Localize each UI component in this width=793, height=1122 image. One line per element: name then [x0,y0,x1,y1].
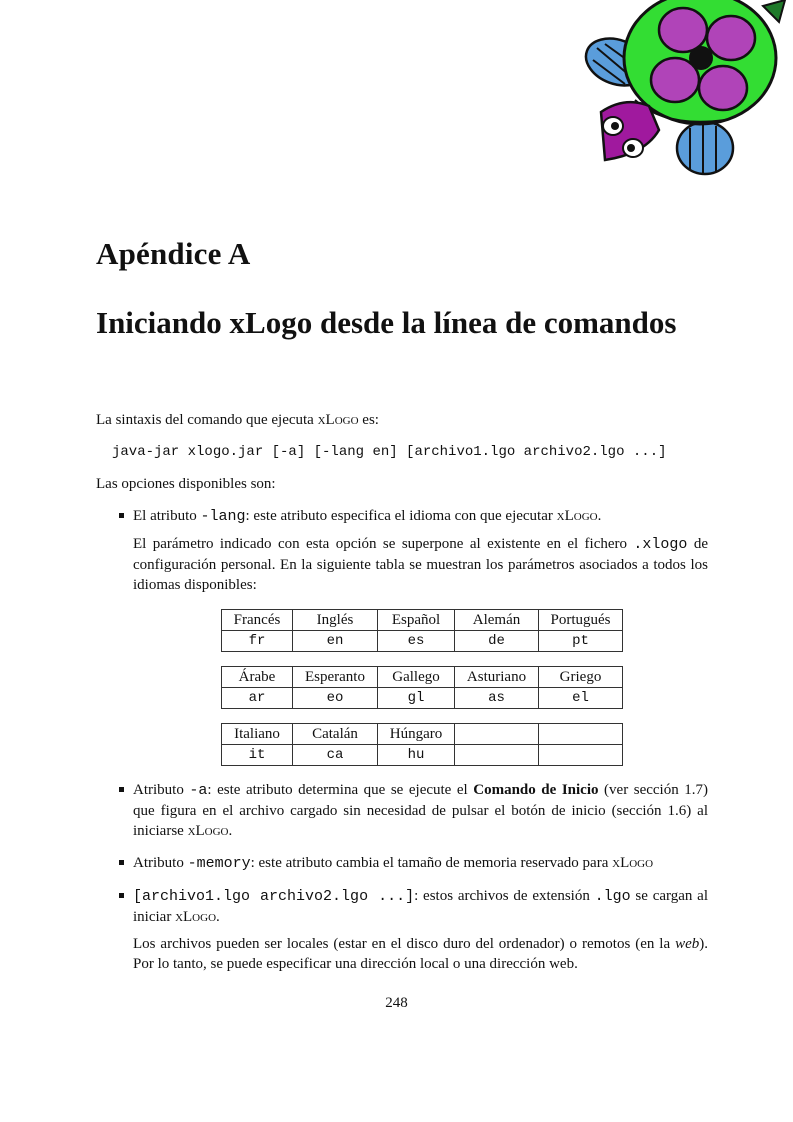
table-cell: gl [378,688,455,709]
table-cell: pt [539,631,623,652]
file-extension: .lgo [594,888,631,905]
product-name: xLogo [317,412,359,428]
table-cell: Esperanto [293,667,378,688]
bullet-icon [119,860,124,865]
option-flag: -lang [200,508,246,525]
option-text: : este atributo especifica el idioma con que ejecutar [245,508,557,524]
option-a [133,780,708,841]
table-cell: Árabe [222,667,293,688]
intro-suffix: es: [358,412,379,428]
table-cell [539,745,623,766]
list-item [96,506,708,766]
intro-paragraph [96,410,708,430]
product-name: xLogo [612,855,654,871]
command-syntax: java-jar xlogo.jar [-a] [-lang en] [archivo1.lgo archivo2.lgo ...] [112,444,667,460]
table-row [222,631,623,652]
table-cell: Portugués [539,610,623,631]
table-cell: es [378,631,455,652]
table-cell: it [222,745,293,766]
table-cell: ca [293,745,378,766]
table-cell: Alemán [455,610,539,631]
language-tables [133,609,708,766]
table-cell: Italiano [222,724,293,745]
table-cell [539,724,623,745]
list-item [96,853,708,874]
table-row [222,610,623,631]
bullet-icon [119,893,124,898]
language-table [221,609,623,652]
chapter-title: Iniciando xLogo desde la línea de comandos [96,305,677,340]
turtle-flipper-icon [677,122,733,174]
option-text: de configuración personal. En la siguiente tabla se muestran los parámetros asociados a todos los idiomas disponibles: [133,536,708,593]
options-intro: Las opciones disponibles son: [96,476,276,492]
table-row [222,745,623,766]
option-files [133,886,708,927]
table-cell: Inglés [293,610,378,631]
table-cell: Catalán [293,724,378,745]
list-item [96,780,708,841]
option-memory [133,853,708,874]
page-number: 248 [385,995,408,1011]
option-text: : este atributo cambia el tamaño de memoria reservado para [250,855,613,871]
option-text: Atributo [133,782,190,798]
option-text: Atributo [133,855,188,871]
table-cell: el [539,688,623,709]
option-text: se cargan al iniciar [133,888,708,925]
table-row [222,688,623,709]
table-cell: ar [222,688,293,709]
option-files-detail [133,934,708,974]
language-table [221,666,623,709]
start-command-term: Comando de Inicio [473,782,599,798]
page-body [96,410,708,986]
option-flag: [archivo1.lgo archivo2.lgo ...] [133,888,415,905]
bullet-icon [119,787,124,792]
option-flag: -memory [187,855,251,872]
option-text: (ver sección 1.7) que figura en el archivo cargado sin necesidad de pulsar el botón de inicio (sección 1.6) al iniciarse [133,782,708,839]
appendix-label: Apéndice A [96,236,251,271]
option-text: : estos archivos de extensión [414,888,595,904]
xlogo-turtle-logo [575,0,793,178]
table-cell: Francés [222,610,293,631]
table-cell: hu [378,745,455,766]
option-text: . [597,508,602,524]
option-text: El atributo [133,508,201,524]
table-row [222,724,623,745]
option-text: : este atributo determina que se ejecute el [207,782,474,798]
table-row [222,667,623,688]
table-cell: Asturiano [455,667,539,688]
language-table [221,723,623,766]
product-name: xLogo [556,508,598,524]
table-cell: Español [378,610,455,631]
product-name: xLogo [175,909,217,925]
intro-text: La sintaxis del comando que ejecuta [96,412,318,428]
list-item [96,886,708,974]
option-lang [133,506,708,527]
table-cell: eo [293,688,378,709]
config-file-name: .xlogo [633,536,688,553]
table-cell [455,745,539,766]
option-text: . [228,823,233,839]
table-cell: Gallego [378,667,455,688]
option-text: . [216,909,220,925]
options-list [96,506,708,974]
flower-icon [651,8,755,110]
option-flag: -a [189,782,208,799]
table-cell: de [455,631,539,652]
option-text: ). Por lo tanto, se puede especificar una dirección local o una dirección web. [133,936,708,972]
option-text: El parámetro indicado con esta opción se superpone al existente en el fichero [133,536,634,552]
option-text: Los archivos pueden ser locales (estar en el disco duro del ordenador) o remotos (en la [133,936,676,952]
turtle-head-icon [601,102,659,160]
table-cell: Húngaro [378,724,455,745]
product-name: xLogo [187,823,229,839]
table-cell: as [455,688,539,709]
option-lang-detail [133,534,708,595]
web-term: web [675,936,700,952]
table-cell [455,724,539,745]
table-cell: Griego [539,667,623,688]
bullet-icon [119,513,124,518]
table-cell: fr [222,631,293,652]
table-cell: en [293,631,378,652]
